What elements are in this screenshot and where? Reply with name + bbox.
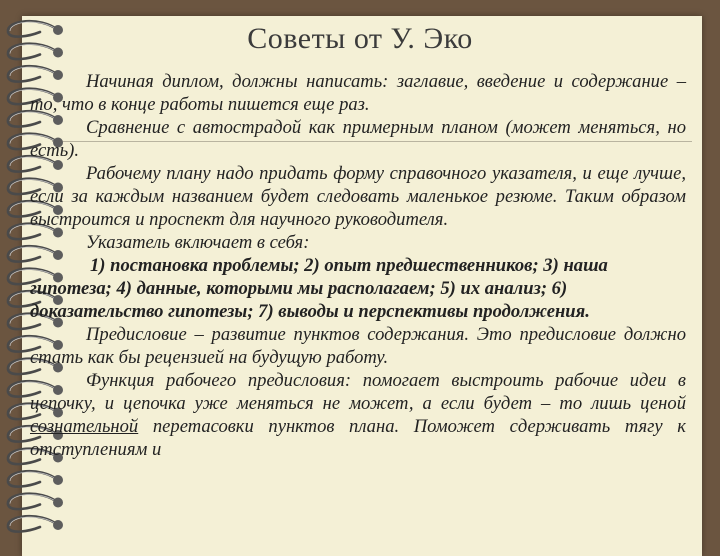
paragraph-function bbox=[30, 369, 686, 461]
function-underlined-word: сознательной bbox=[30, 416, 139, 437]
paragraph-index-items: 1) постановка проблемы; 2) опыт предшественников; 3) наша гипотеза; 4) данные, которыми мы располагаем; 5) их анализ; 6) доказательство гипотезы; 7) выводы и перспективы продолжения. bbox=[30, 255, 608, 322]
function-text-after: перетасовки пунктов плана. Поможет сдерживать тягу к отступлениям и bbox=[30, 416, 686, 460]
paragraph-index: Указатель включает в себя: bbox=[86, 232, 310, 253]
binding-ring bbox=[8, 494, 63, 509]
binding-ring bbox=[8, 471, 63, 486]
function-text-before: Функция рабочего предисловия: помогает выстроить рабочие идеи в цепочку, и цепочка уже меняться не может, а если будет – то лишь ценой bbox=[30, 370, 686, 414]
slide-title: Советы от У. Эко bbox=[247, 22, 473, 55]
paragraph-highway: Сравнение с автострадой как примерным планом (может меняться, но есть). bbox=[30, 117, 686, 161]
paragraph-intro: Начиная диплом, должны написать: заглавие, введение и содержание – то, что в конце работы пишется еще раз. bbox=[30, 71, 686, 115]
paragraph-plan: Рабочему плану надо придать форму справочного указателя, и еще лучше, если за каждым названием будет следовать маленькое резюме. Таким образом выстроится и проспект для научного руководителя. bbox=[30, 163, 686, 230]
slide-content bbox=[30, 70, 686, 461]
binding-ring bbox=[8, 516, 63, 531]
paragraph-preface: Предисловие – развитие пунктов содержания. Это предисловие должно стать как бы рецензией на будущую работу. bbox=[30, 324, 686, 368]
